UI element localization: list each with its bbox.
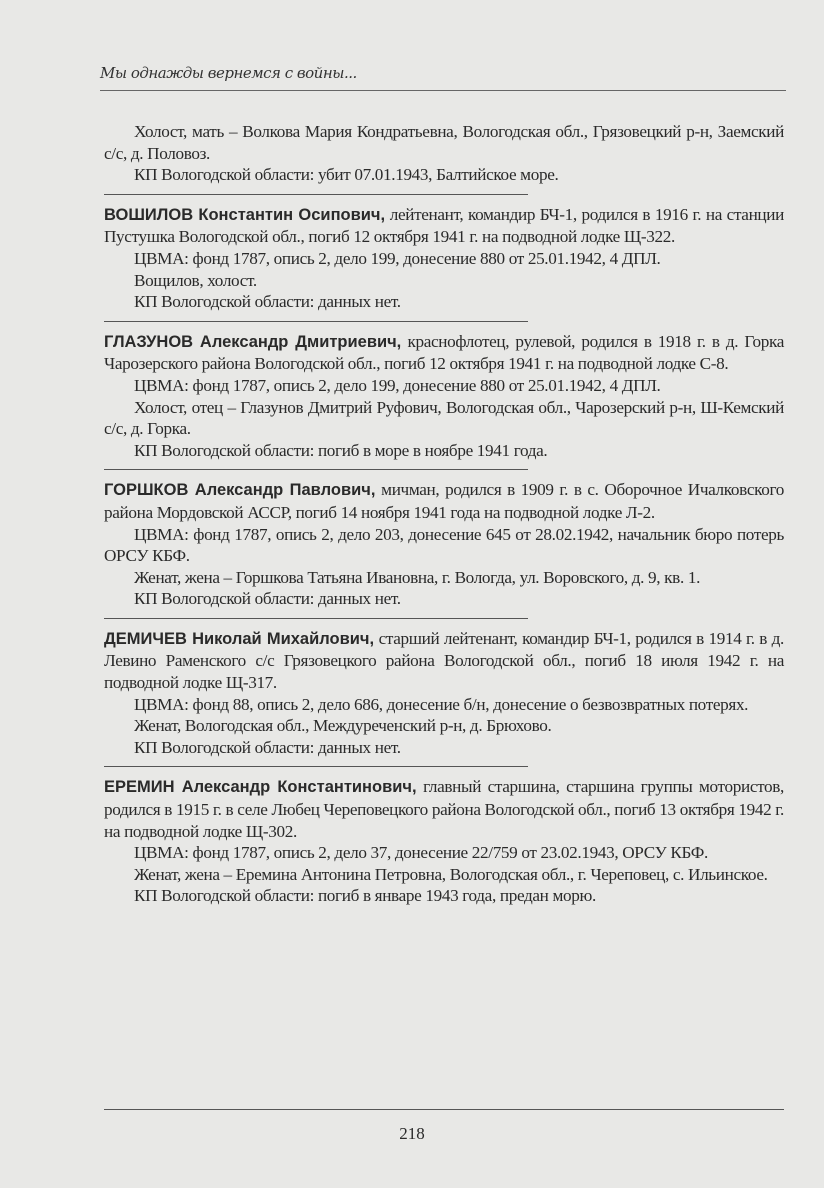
running-header-title: Мы однажды вернемся с войны... bbox=[100, 64, 357, 82]
person-description: краснофлотец, рулевой, родился в 1918 г. в д. Горка Чарозерского района Вологодской обл., погиб 12 октября 1941 г. на подводной лодке С-8. bbox=[104, 331, 785, 374]
biography-entry bbox=[104, 331, 784, 462]
biography-entry bbox=[104, 776, 784, 907]
entry-paragraph: Вощилов, холост. bbox=[134, 270, 257, 290]
entry-paragraph: ЦВМА: фонд 1787, опись 2, дело 37, донесение 22/759 от 23.02.1943, ОРСУ КБФ. bbox=[134, 843, 708, 863]
entry-paragraph: Женат, жена – Еремина Антонина Петровна, Вологодская обл., г. Череповец, с. Ильинское. bbox=[134, 864, 768, 884]
person-description: старший лейтенант, командир БЧ-1, родился в 1914 г. в д. Левино Раменского с/с Грязовецкого района Вологодской обл., погиб 18 июля 1942 г. на подводной лодке Щ-317. bbox=[104, 628, 784, 693]
person-name: ГОРШКОВ Александр Павлович, bbox=[104, 481, 376, 500]
person-name: ДЕМИЧЕВ Николай Михайлович, bbox=[104, 629, 375, 648]
entry-lead-paragraph bbox=[104, 331, 784, 375]
entry-separator bbox=[104, 766, 528, 767]
entry-paragraph: ЦВМА: фонд 1787, опись 2, дело 203, донесение 645 от 28.02.1942, начальник бюро потерь ОРСУ КБФ. bbox=[104, 524, 784, 566]
entry-paragraph: ЦВМА: фонд 1787, опись 2, дело 199, донесение 880 от 25.01.1942, 4 ДПЛ. bbox=[134, 375, 661, 395]
person-description: главный старшина, старшина группы мотористов, родился в 1915 г. в селе Любец Череповецкого района Вологодской обл., погиб 13 октября 1942 г. на подводной лодке Щ-302. bbox=[104, 777, 784, 841]
entry-paragraph: Холост, отец – Глазунов Дмитрий Руфович, Вологодская обл., Чарозерский р-н, Ш-Кемский с/с, д. Горка. bbox=[104, 397, 784, 439]
entry-paragraph: КП Вологодской области: данных нет. bbox=[134, 589, 401, 609]
entry-lead-paragraph bbox=[104, 204, 784, 248]
biography-entry bbox=[104, 204, 784, 313]
entry-lead-paragraph bbox=[104, 776, 784, 842]
person-name: ГЛАЗУНОВ Александр Дмитриевич, bbox=[104, 332, 402, 351]
intro-paragraph: Холост, мать – Волкова Мария Кондратьевна, Вологодская обл., Грязовецкий р-н, Заемский с/с, д. Половоз. bbox=[104, 122, 784, 163]
entry-separator bbox=[104, 469, 528, 470]
person-description: лейтенант, командир БЧ-1, родился в 1916 г. на станции Пустушка Вологодской обл., погиб 12 октября 1941 г. на подводной лодке Щ-322. bbox=[104, 204, 784, 247]
entry-paragraph: КП Вологодской области: данных нет. bbox=[134, 737, 401, 757]
entry-paragraph: ЦВМА: фонд 88, опись 2, дело 686, донесение б/н, донесение о безвозвратных потерях. bbox=[134, 694, 749, 714]
person-name: ЕРЕМИН Александр Константинович, bbox=[104, 778, 417, 797]
page-number: 218 bbox=[399, 1124, 425, 1143]
entry-lead-paragraph bbox=[104, 479, 784, 523]
entry-paragraph: КП Вологодской области: погиб в море в ноябре 1941 года. bbox=[134, 440, 548, 460]
entry-separator bbox=[104, 194, 528, 195]
entry-lead-paragraph bbox=[104, 628, 784, 694]
entry-paragraph: КП Вологодской области: погиб в январе 1943 года, предан морю. bbox=[134, 886, 596, 906]
entry-paragraph: Женат, Вологодская обл., Междуреченский р-н, д. Брюхово. bbox=[134, 716, 552, 736]
entry-paragraph: КП Вологодской области: данных нет. bbox=[134, 292, 401, 312]
footer-rule bbox=[104, 1109, 784, 1110]
person-description: мичман, родился в 1909 г. в с. Оборочное Ичалковского района Мордовской АССР, погиб 14 ноября 1941 года на подводной лодке Л-2. bbox=[104, 480, 784, 522]
entry-paragraph: Женат, жена – Горшкова Татьяна Ивановна, г. Вологда, ул. Воровского, д. 9, кв. 1. bbox=[134, 567, 701, 587]
entry-separator bbox=[104, 618, 528, 619]
biography-entry bbox=[104, 628, 784, 759]
entry-separator bbox=[104, 321, 528, 322]
biography-entry bbox=[104, 479, 784, 610]
intro-paragraph: КП Вологодской области: убит 07.01.1943, Балтийское море. bbox=[134, 165, 559, 185]
page-content bbox=[104, 121, 784, 907]
running-header bbox=[100, 64, 786, 91]
person-name: ВОШИЛОВ Константин Осипович, bbox=[104, 205, 386, 224]
entry-paragraph: ЦВМА: фонд 1787, опись 2, дело 199, донесение 880 от 25.01.1942, 4 ДПЛ. bbox=[134, 248, 661, 268]
